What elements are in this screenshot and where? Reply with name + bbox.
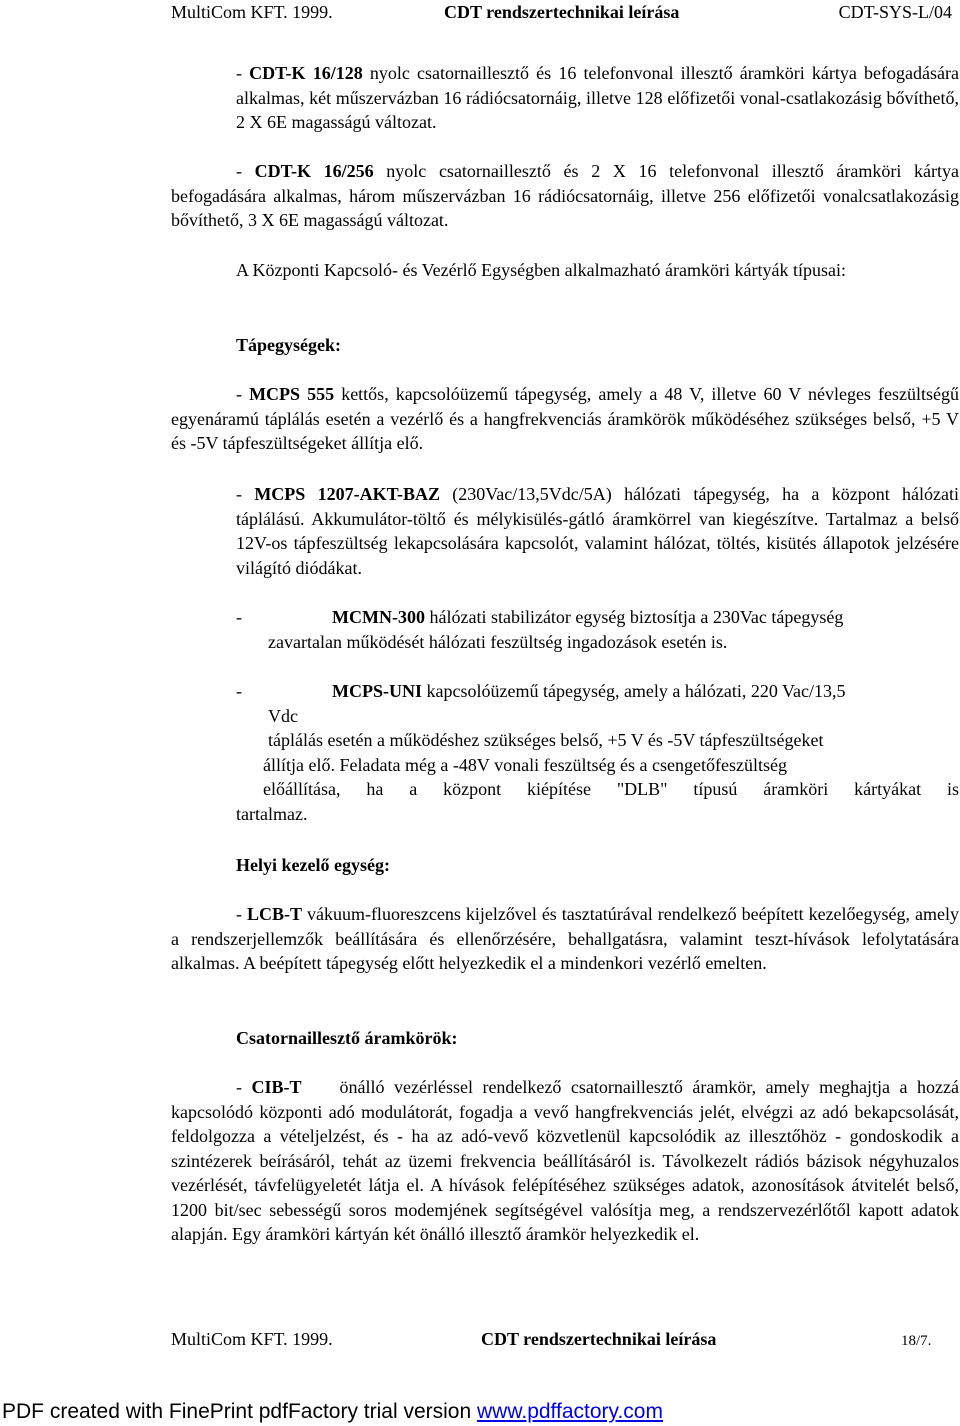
header-doc-id: CDT-SYS-L/04 [838,2,952,22]
paragraph-lcb-t: - LCB-T vákuum-fluoreszcens kijelzővel és tasztatúrával rendelkező beépített kezelőegység, amely a rendszerjellemzők beállítására és ellenőrzésére, behallgatásra, valamint teszt-hívások lefolytatására alkalmas. A beépített tápegység előtt helyezkedik el a mindenkori vezérlő emelten. [171,904,959,973]
paragraph-cib-t: - CIB-T önálló vezérléssel rendelkező csatornaillesztő áramkör, amely meghajtja a hozzá kapcsolódó központi adó modulátorát, fogadja a vevő hangfrekvenciás jelét, elvégzi az adó bekapcsolását, feldolgozza a vételjelzést, és - ha az adó-vevő közvetlenül kapcsolódik az illesztőhöz - gondoskodik a szintézerek beírásáról, tehát az üzemi frekvencia beállításáról is. Távolkezelt rádiós bázisok négyhuzalos vezérlését, távfelügyeletét látja el. A hívások felépítéséhez szükséges adatok, azonosítások átvitelét belső, 1200 bit/sec sebességű soros modemjének segítségével valósítja meg, a rendszervezérlőtől kapott adatok alapján. Egy áramköri kártyán két önálló illesztő áramkör helyezkedik el. [171,1077,959,1244]
header-company: MultiCom KFT. 1999. [171,2,333,22]
model-name: MCPS 555 [249,384,335,404]
model-name: LCB-T [246,904,302,924]
pdffactory-link[interactable]: www.pdffactory.com [477,1400,663,1423]
paragraph-cdtk-16-256: - CDT-K 16/256 nyolc csatornaillesztő és 2 X 16 telefonvonal illesztő áramköri kártya befogadására alkalmas, három műszervázban 16 rádiócsatornáig, illetve 256 előfizetői vonalcsatlakozásig bővíthető, 3 X 6E magasságú változat. [171,161,959,230]
page-footer [171,1327,959,1353]
heading-channel-adapters: Csatornaillesztő áramkörök: [236,1028,458,1048]
pdf-notice-text: PDF created with FinePrint pdfFactory trial version [2,1400,478,1423]
paragraph-mcps-555: - MCPS 555 kettős, kapcsolóüzemű tápegység, amely a 48 V, illetve 60 V névleges feszültségű egyenáramú táplálás esetén a vezérlő és a hangfrekvenciás áramkörök működéséhez szükséges belső, +5 V és -5V tápfeszültségeket állítja elő. [171,384,959,453]
model-name: CDT-K 16/256 [254,161,374,181]
heading-local-operator-unit: Helyi kezelő egység: [236,855,390,875]
model-name: MCPS 1207-AKT-BAZ [254,484,440,504]
page-header [171,0,960,26]
model-name: MCMN-300 [332,607,425,627]
footer-page-number: 18/7. [901,1333,932,1349]
paragraph-card-types-intro: A Központi Kapcsoló- és Vezérlő Egységben alkalmazható áramköri kártyák típusai: [236,260,846,280]
heading-power-supplies: Tápegységek: [236,335,341,355]
model-name: CIB-T [251,1077,302,1097]
pdf-trial-notice [0,1398,960,1426]
footer-title: CDT rendszertechnikai leírása [481,1329,717,1349]
header-title: CDT rendszertechnikai leírása [444,2,680,22]
paragraph-cdtk-16-128: - CDT-K 16/128 nyolc csatornaillesztő és 16 telefonvonal illesztő áramköri kártya befogadására alkalmas, két műszervázban 16 rádiócsatornáig, illetve 128 előfizetői vonal-csatlakozásig bővíthető, 2 X 6E magasságú változat. [236,63,959,132]
paragraph-mcmn-300: - MCMN-300 hálózati stabilizátor egység biztosítja a 230Vac tápegység zavartalan működését hálózati feszültség ingadozások esetén is. [236,607,844,652]
paragraph-mcps-1207: - MCPS 1207-AKT-BAZ (230Vac/13,5Vdc/5A) hálózati tápegység, ha a központ hálózati táplálású. Akkumulátor-töltő és mélykisülés-gátló áramkörrel van kiegészítve. Tartalmaz a belső 12V-os tápfeszültség lekapcsolására kapcsolót, valamint hálózat, töltés, kisütés állapotok jelzésére világító diódákat. [236,484,960,578]
model-name: CDT-K 16/128 [249,63,363,83]
footer-company: MultiCom KFT. 1999. [171,1329,333,1349]
paragraph-mcps-uni: - MCPS-UNI kapcsolóüzemű tápegység, amely a hálózati, 220 Vac/13,5 Vdc táplálás esetén a működéshez szükséges belső, +5 V és -5V tápfeszültségeket állítja elő. Feladata még a -48V vonali feszültség és a csengetőfeszültség előállítása, ha a központ kiépítése "DLB" típusú áramköri kártyákat is tartalmaz. [236,681,959,824]
model-name: MCPS-UNI [332,681,422,701]
